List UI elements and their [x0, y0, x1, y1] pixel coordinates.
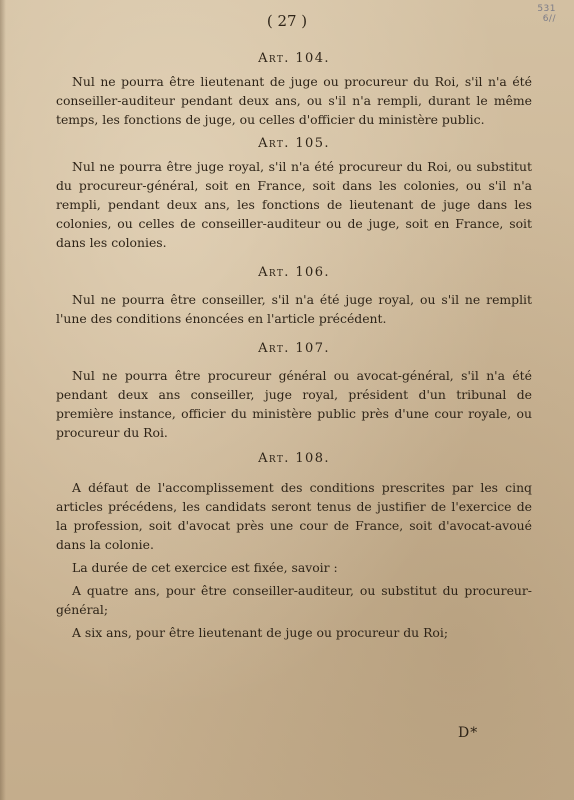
article-label: Art. [258, 136, 290, 151]
article-108-four-years: A quatre ans, pour être conseiller-auditeur, ou substitut du procureur-général; [56, 583, 532, 617]
article-heading-104 [56, 50, 532, 68]
article-heading-106 [56, 264, 532, 282]
article-label: Art. [258, 451, 290, 466]
article-number: 105. [295, 136, 330, 151]
article-number: 106. [295, 265, 330, 280]
article-heading-107 [56, 340, 532, 358]
article-label: Art. [258, 51, 290, 66]
article-number: 107. [295, 341, 330, 356]
article-108-six-years: A six ans, pour être lieutenant de juge ou procureur du Roi; [72, 625, 449, 640]
page-number: ( 27 ) [266, 12, 308, 30]
article-107-text: Nul ne pourra être procureur général ou avocat-général, s'il n'a été pendant deux ans conseiller, juge royal, président d'un tribunal de première instance, officier du ministère public près d'une cour royale, ou procureur du Roi. [56, 368, 532, 440]
article-105-text: Nul ne pourra être juge royal, s'il n'a été procureur du Roi, ou substitut du procureur-général, soit en France, soit dans les colonies, ou s'il n'a rempli, pendant deux ans, les fonctions de lieutenant de juge dans les colonies, ou celles de conseiller-auditeur ou de juge, soit en France, soit dans les colonies. [56, 159, 532, 250]
margin-note-line-1: 531 [537, 4, 556, 14]
article-number: 104. [295, 51, 330, 66]
margin-note-line-2: 6// [542, 14, 556, 24]
signature-mark: D* [458, 725, 479, 741]
article-label: Art. [258, 265, 290, 280]
page-body [56, 50, 532, 642]
article-heading-108 [56, 450, 532, 468]
article-number: 108. [295, 451, 330, 466]
article-108-text: A défaut de l'accomplissement des conditions prescrites par les cinq articles précédens, les candidats seront tenus de justifier de l'exercice de la profession, soit d'avocat près une cour de France, soit d'avocat-avoué dans la colonie. [56, 480, 532, 552]
article-heading-105 [56, 135, 532, 153]
article-104-text: Nul ne pourra être lieutenant de juge ou procureur du Roi, s'il n'a été conseiller-auditeur pendant deux ans, ou s'il n'a rempli, durant le même temps, les fonctions de juge, ou celles d'officier du ministère public. [56, 74, 532, 127]
article-label: Art. [258, 341, 290, 356]
page-binding-shadow [0, 0, 6, 800]
article-106-text: Nul ne pourra être conseiller, s'il n'a été juge royal, ou s'il ne remplit l'une des conditions énoncées en l'article précédent. [56, 292, 532, 326]
article-108-duration-intro: La durée de cet exercice est fixée, savoir : [72, 560, 338, 575]
